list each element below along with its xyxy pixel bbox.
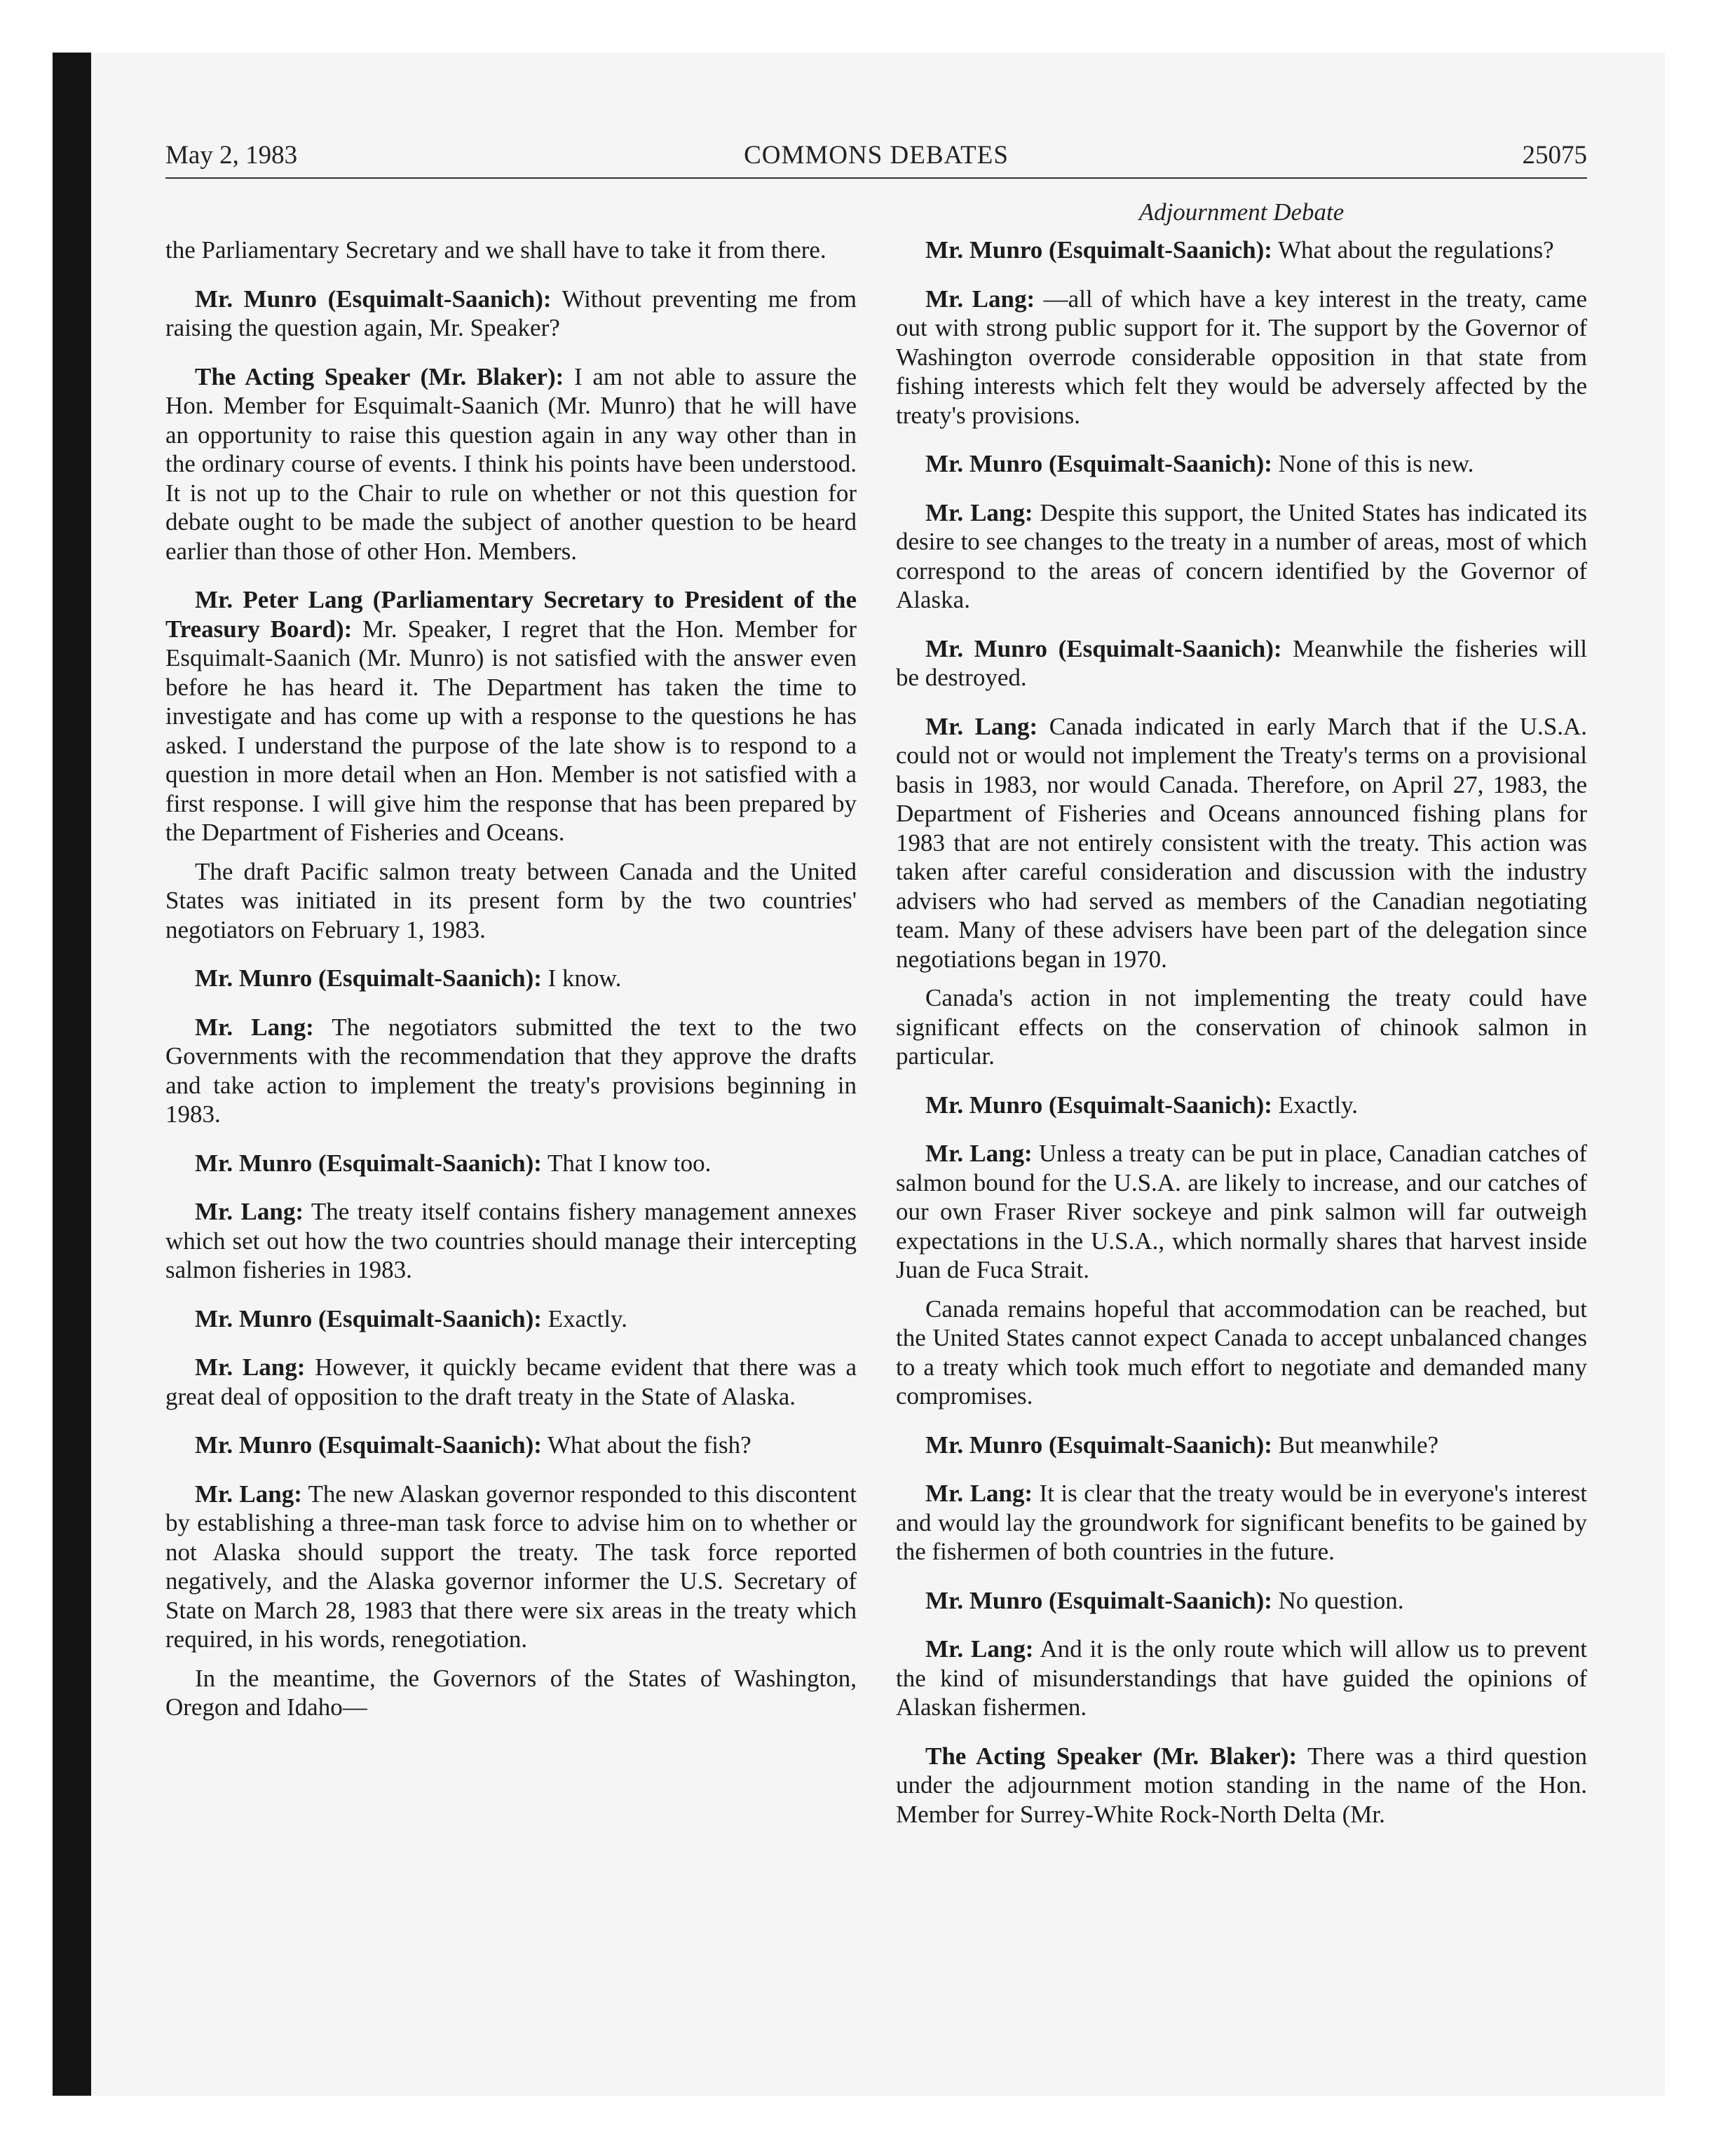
speaker-name: Mr. Munro (Esquimalt-Saanich): — [195, 1431, 542, 1459]
paragraph-text: Unless a treaty can be put in place, Canadian catches of salmon bound for the U.S.A. are likely to increase, and our catches of our own Fraser River sockeye and pink salmon will far outweigh expectations in the U.S.A., which normally shares that harvest inside Juan de Fuca Strait. — [896, 1140, 1587, 1283]
speaker-name: Mr. Munro (Esquimalt-Saanich): — [925, 1586, 1272, 1614]
paragraph — [165, 964, 857, 993]
speaker-name: Mr. Lang: — [925, 285, 1035, 313]
speaker-name: Mr. Munro (Esquimalt-Saanich): — [925, 1091, 1272, 1119]
scan-edge-shadow — [53, 53, 91, 2096]
paragraph-text: There was a third question under the adjournment motion standing in the name of the Hon. Member for Surrey-White Rock-North Delta (Mr. — [896, 1742, 1587, 1828]
paragraph — [165, 585, 857, 847]
paragraph-text: But meanwhile? — [1272, 1431, 1439, 1459]
paragraph — [896, 983, 1587, 1071]
paragraph — [165, 857, 857, 945]
paragraph-text: That I know too. — [541, 1149, 712, 1177]
paragraph-text: The negotiators submitted the text to the two Governments with the recommendation that they approve the drafts and take action to implement the treaty's provisions beginning in 1983. — [165, 1013, 857, 1128]
speaker-name: Mr. Lang: — [925, 1635, 1034, 1663]
paragraph-text: I am not able to assure the Hon. Member for Esquimalt-Saanich (Mr. Munro) that he will have an opportunity to raise this question again in any way other than in the ordinary course of events. I think his points have been understood. It is not up to the Chair to rule on whether or not this question for debate ought to be made the subject of another question to be heard earlier than those of other Hon. Members. — [165, 362, 857, 565]
paragraph-text: It is clear that the treaty would be in everyone's interest and would lay the groundwork for significant benefits to be gained by the fishermen of both countries in the future. — [896, 1480, 1587, 1565]
speaker-name: Mr. Lang: — [925, 498, 1033, 526]
paragraph — [165, 1197, 857, 1285]
speaker-name: The Acting Speaker (Mr. Blaker): — [925, 1742, 1298, 1770]
speaker-name: Mr. Munro (Esquimalt-Saanich): — [925, 450, 1272, 477]
paragraph — [165, 236, 857, 265]
paragraph — [165, 1013, 857, 1129]
paragraph — [165, 1304, 857, 1334]
paragraph — [165, 1353, 857, 1411]
paragraph — [165, 285, 857, 343]
speaker-name: The Acting Speaker (Mr. Blaker): — [195, 362, 564, 390]
speaker-name: Mr. Munro (Esquimalt-Saanich): — [195, 964, 542, 992]
speaker-name: Mr. Lang: — [925, 1140, 1033, 1167]
paragraph-text: Canada indicated in early March that if the U.S.A. could not or would not implement the Treaty's terms on a provisional basis in 1983, nor would Canada. Therefore, on April 27, 1983, the Department of Fisheries and Oceans announced fishing plans for 1983 that are not entirely consistent with the treaty. This action was taken after careful consideration and discussion with the industry advisers who had served as members of the Canadian negotiating team. Many of these advisers have been part of the delegation since negotiations began in 1970. — [896, 712, 1587, 973]
paragraph — [896, 1295, 1587, 1411]
speaker-name: Mr. Lang: — [195, 1480, 302, 1508]
paragraph-text: What about the regulations? — [1272, 236, 1554, 264]
paragraph-text: Despite this support, the United States has indicated its desire to see changes to the treaty in a number of areas, most of which correspond to the areas of concern identified by the Governor of Alaska. — [896, 498, 1587, 613]
paragraph — [896, 1586, 1587, 1616]
paragraph-text: The treaty itself contains fishery management annexes which set out how the two countries should manage their intercepting salmon fisheries in 1983. — [165, 1198, 857, 1283]
left-column — [165, 236, 857, 1732]
paragraph — [896, 1479, 1587, 1567]
running-header — [165, 140, 1587, 182]
speaker-name: Mr. Lang: — [925, 712, 1038, 740]
paragraph — [165, 1431, 857, 1460]
paragraph — [165, 1664, 857, 1722]
paragraph — [165, 1480, 857, 1654]
paragraph-text: I know. — [541, 964, 622, 992]
paragraph — [896, 1635, 1587, 1722]
speaker-name: Mr. Munro (Esquimalt-Saanich): — [195, 1149, 542, 1177]
paragraph — [896, 1139, 1587, 1285]
paragraph-text: the Parliamentary Secretary and we shall have to take it from there. — [165, 236, 826, 264]
paragraph-text: Exactly. — [541, 1304, 628, 1332]
speaker-name: Mr. Munro (Esquimalt-Saanich): — [195, 285, 552, 313]
speaker-name: Mr. Lang: — [195, 1353, 306, 1381]
paragraph-text: What about the fish? — [541, 1431, 751, 1459]
speaker-name: Mr. Lang: — [925, 1480, 1033, 1507]
paragraph — [165, 1149, 857, 1178]
paragraph-text: —all of which have a key interest in the treaty, came out with strong public support for it. The support by the Governor of Washington overrode considerable opposition in that state from fishing interests which felt they would be adversely affected by the treaty's provisions. — [896, 285, 1587, 429]
paragraph — [896, 712, 1587, 974]
paragraph — [896, 285, 1587, 430]
speaker-name: Mr. Munro (Esquimalt-Saanich): — [925, 1431, 1272, 1459]
paragraph — [896, 1091, 1587, 1120]
paragraph-text: The draft Pacific salmon treaty between Canada and the United States was initiated in its present form by the two countries' negotiators on February 1, 1983. — [165, 857, 857, 943]
speaker-name: Mr. Peter Lang (Parliamentary Secretary to President of the Treasury Board): — [165, 586, 857, 643]
paragraph — [896, 1742, 1587, 1829]
paragraph-text: However, it quickly became evident that there was a great deal of opposition to the draft treaty in the State of Alaska. — [165, 1353, 857, 1410]
paragraph-text: Mr. Speaker, I regret that the Hon. Member for Esquimalt-Saanich (Mr. Munro) is not satisfied with the answer even before he has heard it. The Department has taken the time to investigate and has come up with a response to the questions he has asked. I understand the purpose of the late show is to respond to a question in more detail when an Hon. Member is not satisfied with a first response. I will give him the response that has been prepared by the Department of Fisheries and Oceans. — [165, 615, 857, 846]
paragraph-text: The new Alaskan governor responded to this discontent by establishing a three-man task force to advise him on to whether or not Alaska should support the treaty. The task force reported negatively, and the Alaska governor informer the U.S. Secretary of State on March 28, 1983 that there were six areas in the treaty which required, in his words, renegotiation. — [165, 1480, 857, 1653]
header-page-number: 25075 — [1522, 141, 1587, 170]
header-rule — [165, 177, 1587, 179]
paragraph — [896, 1431, 1587, 1460]
paragraph-text: Canada's action in not implementing the treaty could have significant effects on the conservation of chinook salmon in particular. — [896, 984, 1587, 1070]
speaker-name: Mr. Munro (Esquimalt-Saanich): — [195, 1304, 542, 1332]
paragraph — [896, 449, 1587, 479]
paragraph-text: Canada remains hopeful that accommodation can be reached, but the United States cannot expect Canada to accept unbalanced changes to a treaty which took much effort to negotiate and demanded many compromises. — [896, 1295, 1587, 1410]
paragraph — [165, 362, 857, 566]
paragraph-text: Exactly. — [1272, 1091, 1359, 1119]
paragraph — [896, 498, 1587, 615]
paragraph-text: In the meantime, the Governors of the States of Washington, Oregon and Idaho— — [165, 1664, 857, 1721]
speaker-name: Mr. Munro (Esquimalt-Saanich): — [925, 236, 1272, 264]
paragraph — [896, 634, 1587, 692]
section-heading: Adjournment Debate — [1138, 198, 1345, 226]
paragraph — [896, 236, 1587, 265]
paragraph-text: Meanwhile the fisheries will be destroyed. — [896, 634, 1587, 691]
paragraph-text: Without preventing me from raising the question again, Mr. Speaker? — [165, 285, 857, 341]
speaker-name: Mr. Munro (Esquimalt-Saanich): — [925, 634, 1282, 662]
paragraph-text: No question. — [1272, 1586, 1404, 1614]
paragraph-text: And it is the only route which will allow us to prevent the kind of misunderstandings that have guided the opinions of Alaskan fishermen. — [896, 1635, 1587, 1721]
header-title: COMMONS DEBATES — [744, 141, 1009, 170]
speaker-name: Mr. Lang: — [195, 1013, 314, 1041]
header-date: May 2, 1983 — [165, 141, 298, 170]
speaker-name: Mr. Lang: — [195, 1198, 304, 1225]
paragraph-text: None of this is new. — [1272, 450, 1474, 477]
right-column — [896, 236, 1587, 1838]
